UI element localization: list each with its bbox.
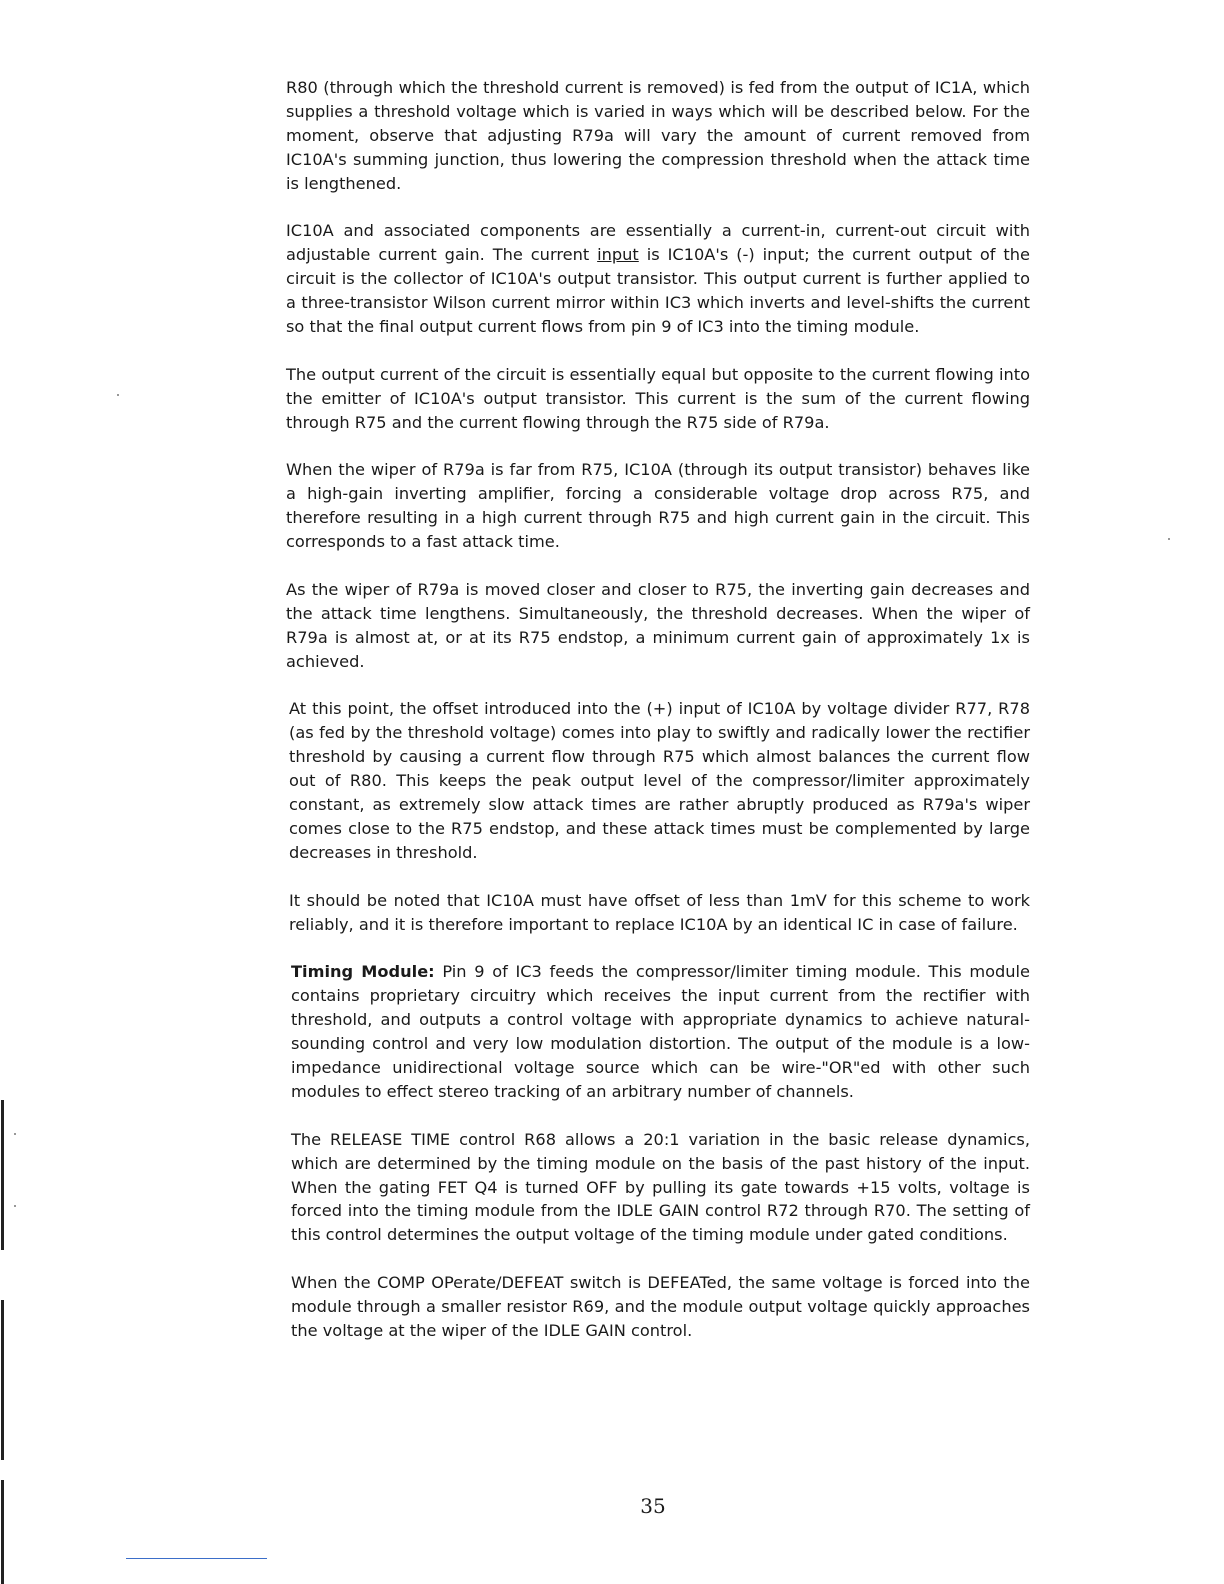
- scan-speck: [117, 394, 119, 396]
- underlined-word: input: [597, 245, 639, 265]
- paragraph-text: IC10A and associated components are essentially a current-in, current-out circuit with adjustable current gain. The current: [286, 221, 1030, 265]
- page-number: 35: [640, 1494, 666, 1518]
- scan-edge-mark: [1, 1480, 4, 1584]
- paragraph-wiper-closer: As the wiper of R79a is moved closer and closer to R75, the inverting gain decreases and the attack time lengthens. Simultaneously, the threshold decreases. When the wiper of R79a is almost at, or at its R75 endstop, a minimum current gain of approximately 1x is achieved.: [286, 579, 1030, 671]
- paragraph-text: Pin 9 of IC3 feeds the compressor/limiter timing module. This module contains proprietary circuitry which receives the input current from the rectifier with threshold, and outputs a control voltage with appropriate dynamics to achieve natural-sounding control and very low modulation distortion. The output of the module is a low-impedance unidirectional voltage source which can be wire-"OR"ed with other such modules to effect stereo tracking of an arbitrary number of channels.: [291, 962, 1030, 1101]
- paragraph-current-gain-circuit: [286, 219, 1030, 339]
- paragraph-offset-divider: At this point, the offset introduced into the (+) input of IC10A by voltage divider R77, R78 (as fed by the threshold voltage) comes into play to swiftly and radically lower the rectifier threshold by causing a current flow through R75 which almost balances the current flow out of R80. This keeps the peak output level of the compressor/limiter approximately constant, as extremely slow attack times are rather abruptly produced as R79a's wiper comes close to the R75 endstop, and these attack times must be complemented by large decreases in threshold.: [289, 699, 1030, 862]
- paragraph-offset-note: It should be noted that IC10A must have offset of less than 1mV for this scheme to work reliably, and it is therefore important to replace IC10A by an identical IC in case of failure.: [289, 890, 1030, 934]
- paragraph-threshold-feed: R80 (through which the threshold current is removed) is fed from the output of IC1A, which supplies a threshold voltage which is varied in ways which will be described below. For the moment, observe that adjusting R79a will vary the amount of current removed from IC10A's summing junction, thus lowering the compression threshold when the attack time is lengthened.: [286, 78, 1030, 193]
- scan-speck: [1168, 538, 1170, 540]
- scan-speck: [14, 1205, 16, 1207]
- paragraph-release-time: The RELEASE TIME control R68 allows a 20:1 variation in the basic release dynamics, which are determined by the timing module on the basis of the past history of the input. When the gating FET Q4 is turned OFF by pulling its gate towards +15 volts, voltage is forced into the timing module from the IDLE GAIN control R72 through R70. The setting of this control determines the output voltage of the timing module under gated conditions.: [291, 1129, 1030, 1245]
- paragraph-wiper-far: When the wiper of R79a is far from R75, IC10A (through its output transistor) behaves like a high-gain inverting amplifier, forcing a considerable voltage drop across R75, and therefore resulting in a high current through R75 and high current gain in the circuit. This corresponds to a fast attack time.: [286, 460, 1030, 552]
- scan-edge-mark: [1, 1300, 4, 1460]
- footnote-rule: [126, 1558, 267, 1559]
- paragraph-output-current: The output current of the circuit is essentially equal but opposite to the current flowing into the emitter of IC10A's output transistor. This current is the sum of the current flowing through R75 and the current flowing through the R75 side of R79a.: [286, 364, 1030, 432]
- page-body: [286, 76, 1030, 1367]
- scan-speck: [14, 1133, 16, 1135]
- paragraph-text: is IC10A's (-) input; the current output of the circuit is the collector of IC10A's output transistor. This output current is further applied to a three-transistor Wilson current mirror within IC3 which inverts and level-shifts the current so that the final output current flows from pin 9 of IC3 into the timing module.: [286, 245, 1030, 337]
- paragraph-timing-module: [291, 960, 1030, 1103]
- section-heading: Timing Module:: [291, 962, 435, 982]
- paragraph-comp-defeat: When the COMP OPerate/DEFEAT switch is DEFEATed, the same voltage is forced into the module through a smaller resistor R69, and the module output voltage quickly approaches the voltage at the wiper of the IDLE GAIN control.: [291, 1273, 1030, 1340]
- scan-edge-mark: [1, 1100, 4, 1250]
